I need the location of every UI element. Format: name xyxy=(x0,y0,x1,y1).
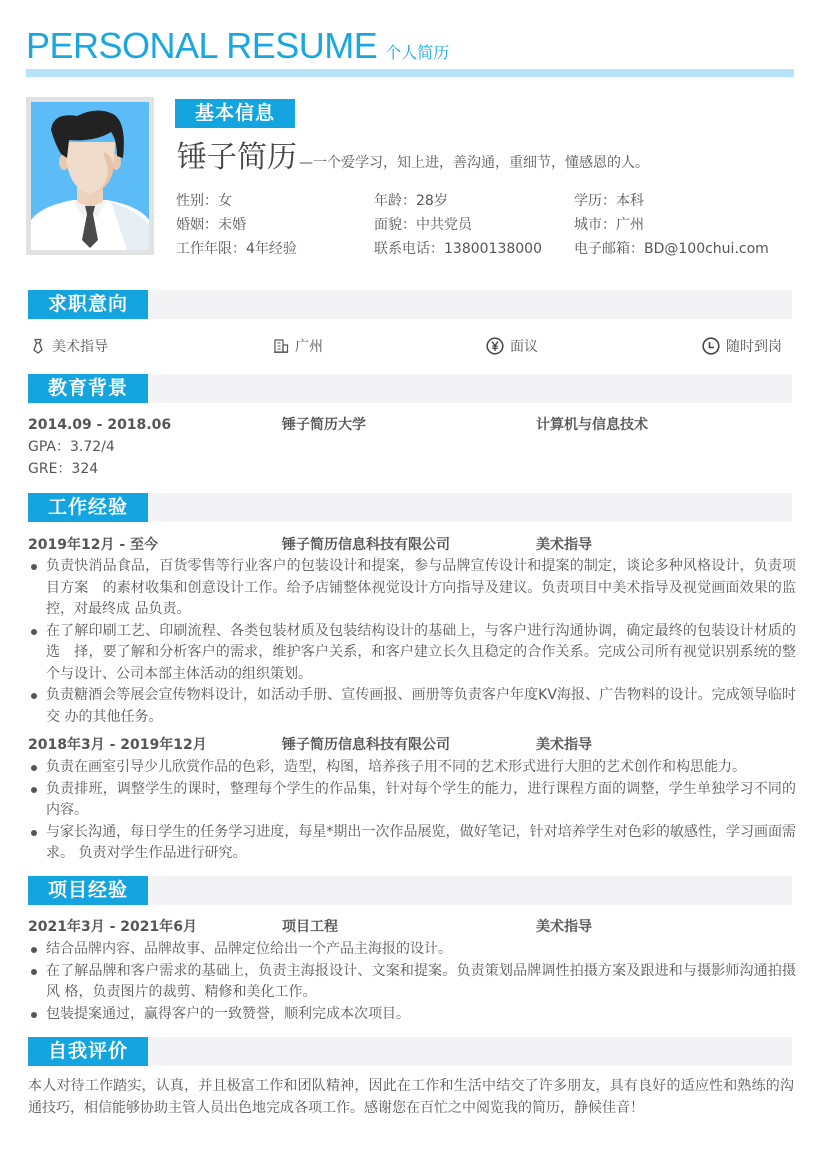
project-name: 项目工程 xyxy=(282,919,338,935)
education-major: 计算机与信息技术 xyxy=(536,417,648,433)
avatar-icon xyxy=(31,102,149,250)
education-period: 2014.09 - 2018.06 xyxy=(28,417,172,433)
work-bullets xyxy=(28,757,796,865)
section-header-self-eval xyxy=(28,1037,792,1066)
project-bullets xyxy=(28,939,796,1025)
list-item: 包装提案通过，赢得客户的一致赞誉，顺利完成本次项目。 xyxy=(28,1004,796,1026)
list-item: 负责在画室引导少儿欣赏作品的色彩，造型，构图，培养孩子用不同的艺术形式进行大胆的艺术创作和构思能力。 xyxy=(28,757,796,779)
project-period: 2021年3月 - 2021年6月 xyxy=(28,919,197,935)
section-header-education xyxy=(28,374,792,403)
work-company: 锤子简历信息科技有限公司 xyxy=(282,737,450,753)
building-icon xyxy=(273,338,289,354)
work-role: 美术指导 xyxy=(536,537,592,553)
section-tab-self-eval: 自我评价 xyxy=(28,1037,148,1066)
intention-city xyxy=(273,334,323,358)
intention-salary xyxy=(486,334,538,358)
list-item: 负责排班，调整学生的课时，整理每个学生的作品集，针对每个学生的能力，进行课程方面的调整，学生单独学习不同的内容。 xyxy=(28,779,796,822)
info-phone: 联系电话：13800138000 xyxy=(374,241,542,257)
work-company: 锤子简历信息科技有限公司 xyxy=(282,537,450,553)
info-age: 年龄：28岁 xyxy=(374,193,448,209)
candidate-motto: —一个爱学习，知上进，善沟通，重细节，懂感恩的人。 xyxy=(299,155,649,171)
section-tab-basic-info: 基本信息 xyxy=(175,99,295,128)
section-tab-work: 工作经验 xyxy=(28,493,148,522)
project-entry-header xyxy=(28,916,792,938)
name-line xyxy=(177,136,649,180)
education-gpa: GPA：3.72/4 xyxy=(28,439,115,455)
section-header-intention xyxy=(28,290,792,319)
info-marital: 婚姻：未婚 xyxy=(176,217,246,233)
yen-icon xyxy=(486,337,504,355)
avatar-photo xyxy=(26,97,154,255)
project-role: 美术指导 xyxy=(536,919,592,935)
education-entry-header xyxy=(28,414,792,436)
basic-info-grid xyxy=(176,189,796,261)
info-gender: 性别：女 xyxy=(176,193,232,209)
list-item: 与家长沟通，每日学生的任务学习进度，每星*期出一次作品展览，做好笔记，针对培养学生对色彩的敏感性，学习画面需求。 负责对学生作品进行研究。 xyxy=(28,822,796,865)
section-tab-intention: 求职意向 xyxy=(28,290,148,319)
intention-row xyxy=(28,334,792,358)
section-tab-projects: 项目经验 xyxy=(28,876,148,905)
info-education: 学历：本科 xyxy=(574,193,644,209)
section-tab-education: 教育背景 xyxy=(28,374,148,403)
intention-availability-text: 随时到岗 xyxy=(726,339,782,355)
title-chinese: 个人简历 xyxy=(385,43,450,62)
page-title xyxy=(26,26,449,66)
intention-salary-text: 面议 xyxy=(510,339,538,355)
info-email: 电子邮箱：BD@100chui.com xyxy=(574,241,769,257)
clock-icon xyxy=(702,337,720,355)
list-item: 负责糖酒会等展会宣传物料设计，如活动手册、宣传画报、画册等负责客户年度KV海报、广告物料的设计。完成领导临时交 办的其他任务。 xyxy=(28,685,796,728)
list-item: 在了解品牌和客户需求的基础上，负责主海报设计、文案和提案。负责策划品牌调性拍摄方案及跟进和与摄影师沟通拍摄风 格，负责图片的裁剪、精修和美化工作。 xyxy=(28,961,796,1004)
work-entry-header xyxy=(28,534,792,556)
info-work-years: 工作年限：4年经验 xyxy=(176,241,297,257)
intention-position xyxy=(30,334,108,358)
candidate-name: 锤子简历 xyxy=(177,140,297,175)
intention-city-text: 广州 xyxy=(295,339,323,355)
list-item: 结合品牌内容、品牌故事、品牌定位给出一个产品主海报的设计。 xyxy=(28,939,796,961)
list-item: 在了解印刷工艺、印刷流程、各类包装材质及包装结构设计的基础上，与客户进行沟通协调，确定最终的包装设计材质的选 择，要了解和分析客户的需求，维护客户关系，和客户建立长久且稳定的合作关系。完成公司所有视觉识别系统的整个与设计、公司本部主体活动的组织策划。 xyxy=(28,621,796,686)
title-english: PERSONAL RESUME xyxy=(26,25,378,66)
education-gre: GRE：324 xyxy=(28,461,99,477)
list-item: 负责快消品食品，百货零售等行业客户的包装设计和提案，参与品牌宣传设计和提案的制定，谈论多种风格设计，负责项目方案 的素材收集和创意设计工作。给予店铺整体视觉设计方向指导及建议。负责项目中美术指导及视觉画面效果的监控，对最终成 品负责。 xyxy=(28,556,796,621)
title-divider-bar xyxy=(26,69,794,77)
work-bullets xyxy=(28,556,796,728)
tie-icon xyxy=(30,338,46,354)
section-header-projects xyxy=(28,876,792,905)
info-political: 面貌：中共党员 xyxy=(374,217,472,233)
section-header-work xyxy=(28,493,792,522)
work-period: 2018年3月 - 2019年12月 xyxy=(28,737,207,753)
education-school: 锤子简历大学 xyxy=(282,417,366,433)
intention-position-text: 美术指导 xyxy=(52,339,108,355)
self-eval-text: 本人对待工作踏实，认真，并且极富工作和团队精神，因此在工作和生活中结交了许多朋友，具有良好的适应性和熟练的沟通技巧，相信能够协助主管人员出色地完成各项工作。感谢您在百忙之中阅览我的简历，静候佳音！ xyxy=(28,1078,794,1116)
intention-availability xyxy=(702,334,782,358)
work-period: 2019年12月 - 至今 xyxy=(28,537,159,553)
work-entry-header xyxy=(28,734,792,756)
work-role: 美术指导 xyxy=(536,737,592,753)
info-city: 城市：广州 xyxy=(574,217,644,233)
